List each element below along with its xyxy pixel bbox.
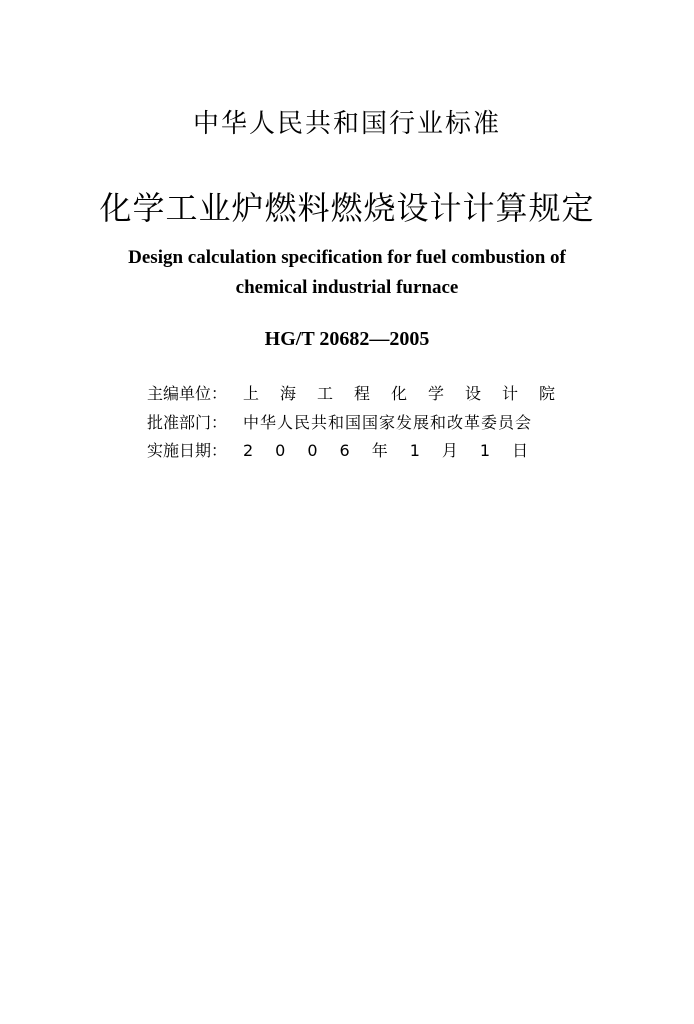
approval-department-value: 中华人民共和国国家发展和改革委员会 — [243, 413, 533, 432]
english-title-line-1: Design calculation specification for fuel combustion of — [128, 247, 566, 268]
effective-date-value: 2006年1月1日 — [243, 441, 551, 460]
standard-number: HG/T 20682—2005 — [264, 328, 430, 350]
approval-department-row — [147, 410, 532, 433]
effective-date-label: 实施日期： — [147, 441, 228, 460]
english-title-line-2: chemical industrial furnace — [235, 277, 459, 298]
standard-category-heading: 中华人民共和国行业标准 — [192, 109, 501, 139]
chinese-title: 化学工业炉燃料燃烧设计计算规定 — [99, 189, 595, 227]
approval-department-label: 批准部门： — [147, 413, 228, 432]
editor-unit-label: 主编单位： — [147, 384, 228, 403]
editor-unit-value: 上海工程化学设计院 — [243, 384, 577, 403]
effective-date-row — [147, 438, 550, 461]
editor-unit-row — [147, 381, 576, 404]
